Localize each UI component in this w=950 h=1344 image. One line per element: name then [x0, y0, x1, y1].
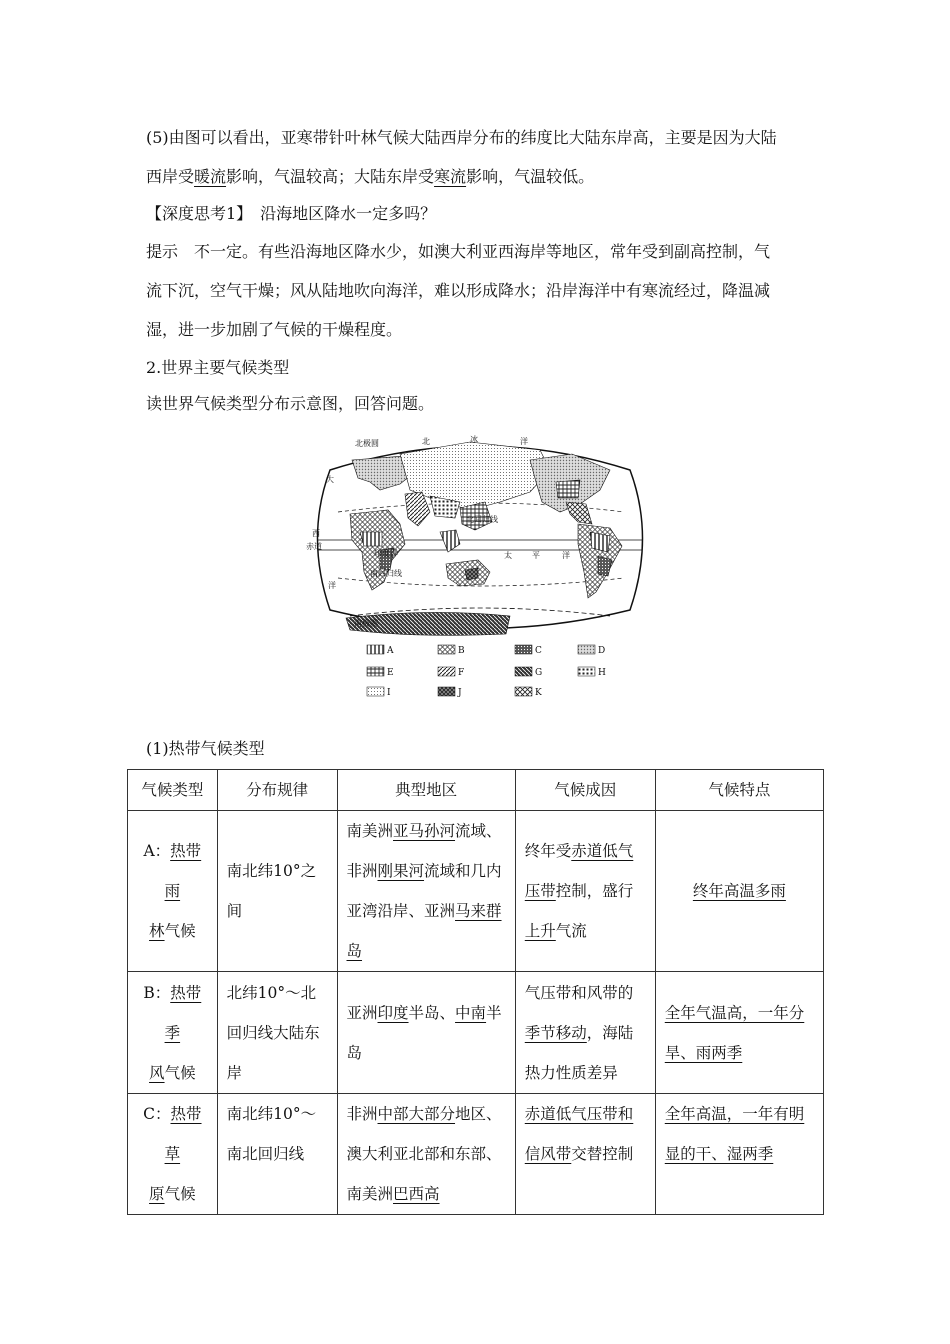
- cell-type-b: B：热带季 风气候: [128, 972, 218, 1094]
- label-antarctic-circle: 南极圈: [354, 619, 378, 628]
- legend-swatch-c: [515, 645, 532, 654]
- legend-label-a: A: [387, 646, 394, 656]
- label-pacific-2: 平: [532, 551, 540, 560]
- legend-label-c: C: [535, 646, 542, 656]
- cell-feature-b: 全年气温高，一年分旱、雨两季: [655, 972, 823, 1094]
- legend-label-k: K: [535, 688, 542, 698]
- legend-swatch-d: [578, 645, 595, 654]
- paragraph-5-line1: (5)由图可以看出，亚寒带针叶林气候大陆西岸分布的纬度比大陆东岸高，主要是因为大陆: [146, 128, 777, 147]
- map-legend: [367, 645, 606, 698]
- legend-label-d: D: [598, 646, 606, 656]
- label-tropic-south: 南回归线: [370, 569, 402, 578]
- answer-line3: 湿，进一步加剧了气候的干燥程度。: [146, 320, 403, 339]
- legend-label-e: E: [387, 668, 394, 678]
- label-yang: 洋: [328, 581, 336, 590]
- legend-swatch-e: [367, 667, 384, 676]
- deep-think-title: 【深度思考1】 沿海地区降水一定多吗？: [146, 204, 437, 223]
- cell-dist-b: 北纬10°～北回归线大陆东岸: [217, 972, 337, 1094]
- tropical-climate-table: [127, 769, 824, 1215]
- cell-dist-a: 南北纬10°之间: [217, 811, 337, 972]
- table-row: [128, 972, 824, 1094]
- cell-type-a: A：热带雨 林气候: [128, 811, 218, 972]
- label-indian-ocean: 印度洋: [374, 549, 398, 558]
- header-type: 气候类型: [128, 770, 218, 811]
- cell-cause-c: 赤道低气压带和信风带交替控制: [515, 1094, 655, 1215]
- cell-region-c: 非洲中部大部分地区、澳大利亚北部和东部、南美洲巴西高: [337, 1094, 515, 1215]
- legend-swatch-h: [578, 667, 595, 676]
- legend-label-g: G: [535, 668, 543, 678]
- legend-swatch-b: [438, 645, 455, 654]
- legend-label-f: F: [458, 668, 465, 678]
- legend-swatch-f: [438, 667, 455, 676]
- legend-swatch-a: [367, 645, 384, 654]
- label-da: 大: [326, 475, 334, 484]
- table-caption: (1)热带气候类型: [146, 739, 265, 758]
- label-xi: 西: [312, 529, 320, 538]
- legend-swatch-k: [515, 687, 532, 696]
- table-row: [128, 811, 824, 972]
- legend-swatch-i: [367, 687, 384, 696]
- cell-type-c: C：热带草 原气候: [128, 1094, 218, 1215]
- deep-think-answer: [146, 232, 806, 349]
- label-pacific-3: 洋: [562, 551, 570, 560]
- header-distribution: 分布规律: [217, 770, 337, 811]
- legend-swatch-j: [438, 687, 455, 696]
- cell-cause-b: 气压带和风带的季节移动，海陆热力性质差异: [515, 972, 655, 1094]
- section-2-instruction: 读世界气候类型分布示意图，回答问题。: [146, 394, 435, 413]
- paragraph-5-line2: 西岸受暖流影响，气温较高；大陆东岸受寒流影响，气温较低。: [146, 167, 595, 186]
- legend-swatch-g: [515, 667, 532, 676]
- table-row: [128, 1094, 824, 1215]
- legend-label-h: H: [598, 668, 606, 678]
- label-equator: 赤道: [306, 542, 322, 551]
- cell-region-a: 南美洲亚马孙河流域、非洲刚果河流域和几内亚湾沿岸、亚洲马来群岛: [337, 811, 515, 972]
- cell-feature-c: 全年高温，一年有明显的干、湿两季: [655, 1094, 823, 1215]
- cell-dist-c: 南北纬10°～南北回归线: [217, 1094, 337, 1215]
- label-pacific-1: 太: [504, 551, 512, 560]
- table-header-row: [128, 770, 824, 811]
- cell-region-b: 亚洲印度半岛、中南半岛: [337, 972, 515, 1094]
- header-region: 典型地区: [337, 770, 515, 811]
- header-feature: 气候特点: [655, 770, 823, 811]
- header-cause: 气候成因: [515, 770, 655, 811]
- cell-feature-a: 终年高温多雨: [655, 811, 823, 972]
- section-2-title: 2.世界主要气候类型: [146, 358, 290, 377]
- label-tropic-north: 北回归线: [466, 515, 498, 524]
- label-arctic-ocean-3: 洋: [520, 437, 528, 446]
- answer-line2: 流下沉，空气干燥；风从陆地吹向海洋，难以形成降水；沿岸海洋中有寒流经过，降温减: [146, 281, 771, 300]
- legend-label-i: I: [387, 688, 391, 698]
- cell-cause-a: 终年受赤道低气压带控制，盛行上升气流: [515, 811, 655, 972]
- label-arctic-ocean-1: 北: [422, 437, 430, 446]
- answer-line1: 提示 不一定。有些沿海地区降水少，如澳大利亚西海岸等地区，常年受到副高控制，气: [146, 242, 771, 261]
- label-arctic-circle: 北极圆: [355, 439, 379, 448]
- legend-label-b: B: [458, 646, 465, 656]
- world-climate-map: [306, 432, 650, 698]
- legend-label-j: J: [458, 688, 462, 698]
- label-arctic-ocean-2: 冰: [470, 435, 478, 444]
- paragraph-5: [146, 118, 806, 196]
